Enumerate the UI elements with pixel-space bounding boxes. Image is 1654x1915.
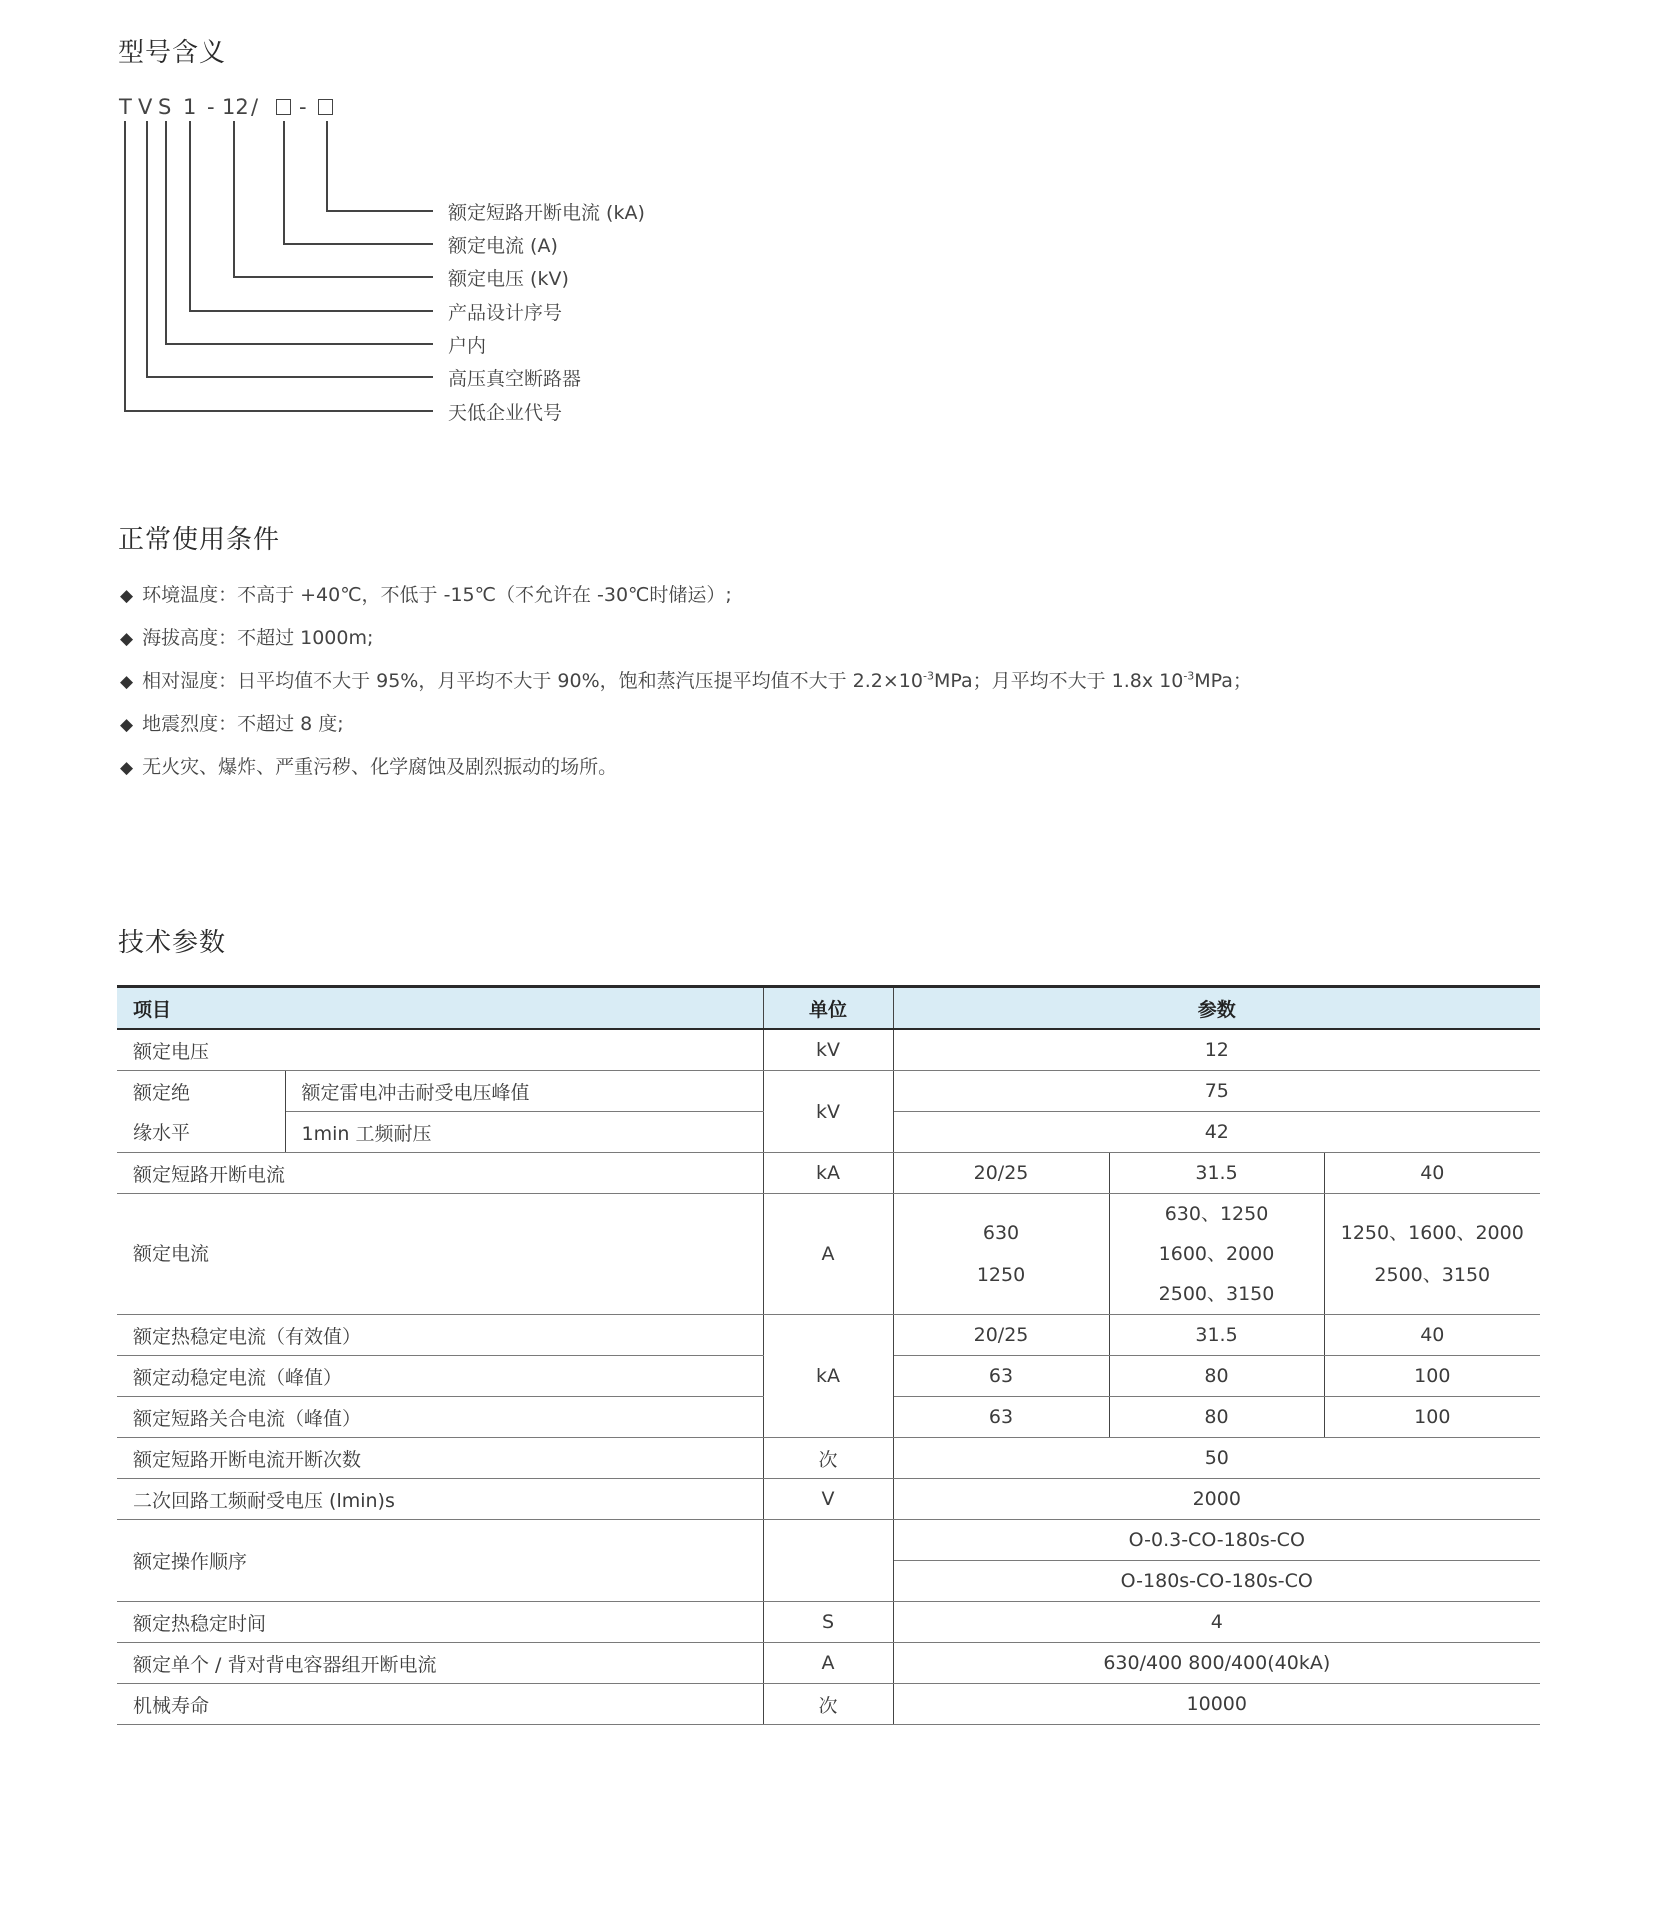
model-meaning-title: 型号含义: [118, 38, 227, 68]
row-value-col2: [1109, 1194, 1324, 1315]
code-placeholder-box-1: [276, 99, 291, 115]
row-value: 12: [893, 1029, 1540, 1071]
row-value: 40: [1324, 1153, 1540, 1194]
code-char-s: S: [158, 95, 172, 119]
tech-params-table: [117, 985, 1540, 1725]
diamond-bullet-icon: ◆: [120, 629, 134, 649]
row-value: 63: [893, 1397, 1109, 1438]
legend-indoor: 户内: [448, 335, 487, 357]
exponent: -3: [1183, 669, 1195, 683]
row-value: 75: [893, 1071, 1540, 1112]
condition-text-end: MPa；: [1194, 670, 1252, 692]
row-value: 630/400 800/400(40kA): [893, 1643, 1540, 1684]
connector-h-7: [124, 410, 433, 412]
table-row: [117, 1643, 1540, 1684]
row-value: 31.5: [1109, 1153, 1324, 1194]
value-line: 2500、3150: [1158, 1283, 1275, 1305]
row-unit: V: [763, 1479, 893, 1520]
table-header-row: [117, 987, 1540, 1030]
table-row: [117, 1602, 1540, 1643]
row-value-col1: [893, 1194, 1109, 1315]
condition-environment: [120, 752, 617, 779]
value-line: 1600、2000: [1158, 1243, 1275, 1265]
row-label: 额定电压: [117, 1029, 763, 1071]
code-char-1: 1: [183, 95, 197, 119]
connector-h-6: [146, 376, 433, 378]
condition-humidity: [120, 666, 1252, 693]
header-params: 参数: [893, 987, 1540, 1030]
row-value: 80: [1109, 1397, 1324, 1438]
connector-v-4: [189, 121, 191, 311]
table-row: [117, 1684, 1540, 1725]
table-row: [117, 1153, 1540, 1194]
row-value: 50: [893, 1438, 1540, 1479]
row-value: 42: [893, 1112, 1540, 1153]
row-value: O-0.3-CO-180s-CO: [893, 1520, 1540, 1561]
legend-design-serial: 产品设计序号: [448, 302, 563, 324]
row-value: O-180s-CO-180s-CO: [893, 1561, 1540, 1602]
row-label: 机械寿命: [117, 1684, 763, 1725]
row-value: 80: [1109, 1356, 1324, 1397]
row-value: 40: [1324, 1315, 1540, 1356]
row-label: 额定热稳定时间: [117, 1602, 763, 1643]
legend-rated-current: 额定电流 (A): [448, 235, 558, 257]
row-unit: kV: [763, 1071, 893, 1153]
header-item: 项目: [117, 987, 763, 1030]
code-char-dash-2: -: [299, 95, 307, 119]
row-label: 二次回路工频耐受电压 (lmin)s: [117, 1479, 763, 1520]
condition-temperature: [120, 580, 732, 607]
connector-h-1: [326, 210, 433, 212]
row-value: 2000: [893, 1479, 1540, 1520]
condition-altitude: [120, 623, 373, 650]
value-line: 1250: [976, 1264, 1026, 1286]
row-value: 63: [893, 1356, 1109, 1397]
row-label: 额定热稳定电流（有效值）: [117, 1315, 763, 1356]
connector-h-5: [165, 343, 433, 345]
row-unit: 次: [763, 1684, 893, 1725]
diamond-bullet-icon: ◆: [120, 672, 134, 692]
connector-v-2: [283, 121, 285, 244]
row-unit: kA: [763, 1153, 893, 1194]
row-unit: A: [763, 1194, 893, 1315]
row-sublabel: 额定雷电冲击耐受电压峰值: [285, 1071, 763, 1112]
value-line: 630、1250: [1164, 1203, 1269, 1225]
condition-text: 相对湿度：日平均值不大于 95%，月平均不大于 90%，饱和蒸汽压提平均值不大于 2.2×10: [142, 670, 923, 692]
connector-v-7: [124, 121, 126, 411]
row-label: 额定单个 / 背对背电容器组开断电流: [117, 1643, 763, 1684]
condition-text: 环境温度：不高于 +40℃，不低于 -15℃（不允许在 -30℃时储运）;: [142, 584, 732, 606]
row-value: 10000: [893, 1684, 1540, 1725]
value-line: 1250、1600、2000: [1340, 1222, 1524, 1244]
row-label: 额定操作顺序: [117, 1520, 763, 1602]
row-label: 额定绝: [117, 1071, 285, 1112]
legend-rated-voltage: 额定电压 (kV): [448, 268, 569, 290]
row-unit: 次: [763, 1438, 893, 1479]
row-label: 额定电流: [117, 1194, 763, 1315]
header-unit: 单位: [763, 987, 893, 1030]
row-value: 4: [893, 1602, 1540, 1643]
conditions-title: 正常使用条件: [118, 525, 281, 555]
connector-v-3: [233, 121, 235, 277]
table-row: [117, 1438, 1540, 1479]
row-unit: kV: [763, 1029, 893, 1071]
code-placeholder-box-2: [318, 99, 333, 115]
table-row: [117, 1071, 1540, 1112]
table-row: [117, 1315, 1540, 1356]
connector-v-6: [146, 121, 148, 377]
row-unit: kA: [763, 1315, 893, 1438]
row-label: 额定动稳定电流（峰值）: [117, 1356, 763, 1397]
row-value-col3: [1324, 1194, 1540, 1315]
code-char-t: T: [119, 95, 132, 119]
condition-text: 无火灾、爆炸、严重污秽、化学腐蚀及剧烈振动的场所。: [142, 756, 618, 778]
value-line: 630: [982, 1222, 1020, 1244]
code-char-dash: -: [207, 95, 215, 119]
row-value: 20/25: [893, 1315, 1109, 1356]
legend-company-code: 天低企业代号: [448, 402, 563, 424]
connector-h-2: [283, 243, 433, 245]
code-char-slash: /: [251, 95, 259, 119]
diamond-bullet-icon: ◆: [120, 758, 134, 778]
table-row: [117, 1029, 1540, 1071]
row-label: 额定短路关合电流（峰值）: [117, 1397, 763, 1438]
table-row: [117, 1520, 1540, 1561]
params-title: 技术参数: [118, 928, 227, 958]
legend-hv-vacuum-breaker: 高压真空断路器: [448, 368, 582, 390]
diamond-bullet-icon: ◆: [120, 586, 134, 606]
condition-text: 海拔高度：不超过 1000m;: [142, 627, 374, 649]
condition-text-mid: MPa；月平均不大于 1.8x 10: [933, 670, 1184, 692]
row-value: 100: [1324, 1397, 1540, 1438]
connector-v-1: [326, 121, 328, 211]
connector-h-3: [233, 276, 433, 278]
row-unit: A: [763, 1643, 893, 1684]
condition-text: 地震烈度：不超过 8 度;: [142, 713, 344, 735]
connector-h-4: [189, 310, 433, 312]
row-unit: [763, 1520, 893, 1602]
row-label: 额定短路开断电流开断次数: [117, 1438, 763, 1479]
connector-v-5: [165, 121, 167, 344]
code-char-v: V: [138, 95, 153, 119]
value-line: 2500、3150: [1374, 1264, 1491, 1286]
exponent: -3: [922, 669, 934, 683]
row-value: 31.5: [1109, 1315, 1324, 1356]
row-sublabel: 1min 工频耐压: [285, 1112, 763, 1153]
code-char-12: 12: [222, 95, 249, 119]
diamond-bullet-icon: ◆: [120, 715, 134, 735]
row-label: 额定短路开断电流: [117, 1153, 763, 1194]
row-label: 缘水平: [117, 1112, 285, 1153]
row-unit: S: [763, 1602, 893, 1643]
table-row: [117, 1194, 1540, 1315]
row-value: 20/25: [893, 1153, 1109, 1194]
table-row: [117, 1479, 1540, 1520]
condition-seismic: [120, 709, 344, 736]
legend-breaking-current: 额定短路开断电流 (kA): [448, 202, 645, 224]
row-value: 100: [1324, 1356, 1540, 1397]
